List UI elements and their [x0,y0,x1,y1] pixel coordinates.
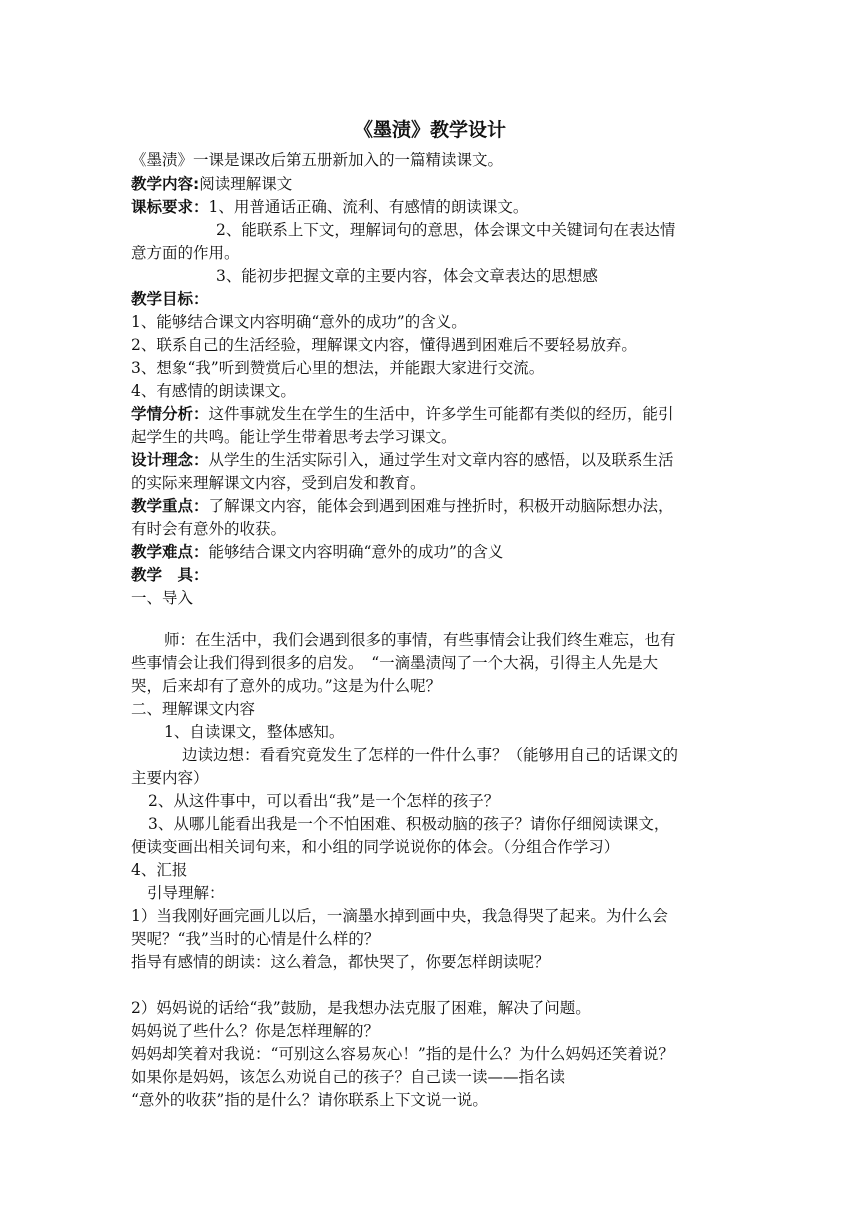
question-1-line-3: 指导有感情的朗读：这么着急，都快哭了，你要怎样朗读呢？ [131,953,550,971]
question-1-line-2: 哭呢？“我”当时的心情是什么样的？ [131,930,380,948]
question-2-line-5: “意外的收获”指的是什么？请你联系上下文说一说。 [131,1091,488,1109]
intro-para-line-3: 哭，后来却有了意外的成功。”这是为什么呢？ [131,677,442,695]
content-label: 教学内容: [131,175,200,193]
step-1-detail-line-1: 边读边想：看看究竟发生了怎样的一件什么事？（能够用自己的话课文的 [182,746,679,764]
standards-label: 课标要求： [131,198,209,216]
standard-2-line-1: 2、能联系上下文，理解词句的意思，体会课文中关键词句在表达情 [216,221,676,239]
standard-2-line-2: 意方面的作用。 [131,244,240,262]
goals-label: 教学目标： [131,290,209,308]
intro-para-line-1: 师：在生活中，我们会遇到很多的事情，有些事情会让我们终生难忘，也有 [164,631,676,649]
question-2-line-3: 妈妈却笑着对我说：“可别这么容易灰心！”指的是什么？为什么妈妈还笑着说？ [131,1045,674,1063]
guide-heading: 引导理解： [147,884,225,902]
tools-label: 教学 具： [131,566,209,584]
question-2-line-4: 如果你是妈妈，该怎么劝说自己的孩子？自己读一读——指名读 [131,1068,566,1086]
key-label: 教学重点： [131,497,209,515]
difficulty-text: 能够结合课文内容明确“意外的成功”的含义 [208,543,504,561]
goal-1: 1、能够结合课文内容明确“意外的成功”的含义。 [131,313,467,331]
goals-heading [131,289,209,309]
key-line-2: 有时会有意外的收获。 [131,520,287,538]
goal-4: 4、有感情的朗读课文。 [131,382,296,400]
intro-para-line-2: 些事情会让我们得到很多的启发。 “一滴墨渍闯了一个大祸，引得主人先是大 [131,654,659,672]
standards-line [131,197,528,217]
section-2-heading: 二、理解课文内容 [131,700,256,718]
analysis-line-2: 起学生的共鸣。能让学生带着思考去学习课文。 [131,428,457,446]
step-1-detail-line-2: 主要内容） [131,769,209,787]
question-2-line-1: 2）妈妈说的话给“我”鼓励，是我想办法克服了困难，解决了问题。 [131,999,591,1017]
step-3-line-1: 3、从哪儿能看出我是一个不怕困难、积极动脑的孩子？请你仔细阅读课文， [148,815,670,833]
concept-line-2: 的实际来理解课文内容，受到启发和教育。 [131,474,426,492]
step-4: 4、汇报 [131,861,188,879]
standard-1: 1、用普通话正确、流利、有感情的朗读课文。 [208,198,529,216]
section-1-heading: 一、导入 [131,589,194,607]
standard-3: 3、能初步把握文章的主要内容，体会文章表达的思想感 [216,267,598,285]
concept-label: 设计理念： [131,451,209,469]
question-2-line-2: 妈妈说了些什么？你是怎样理解的？ [131,1022,380,1040]
difficulty-line [131,542,503,562]
concept-line-1 [131,450,674,470]
analysis-label: 学情分析： [131,405,209,423]
concept-text-1: 从学生的生活实际引入，通过学生对文章内容的感悟，以及联系生活 [208,451,674,469]
step-1: 1、自读课文，整体感知。 [164,723,345,741]
content-text: 阅读理解课文 [199,175,293,193]
step-2: 2、从这件事中，可以看出“我”是一个怎样的孩子？ [148,792,500,810]
analysis-line-1 [131,404,674,424]
key-text-1: 了解课文内容，能体会到遇到困难与挫折时，积极开动脑际想办法， [208,497,674,515]
tools-line [131,565,209,585]
intro-line: 《墨渍》一课是课改后第五册新加入的一篇精读课文。 [131,151,504,169]
step-3-line-2: 便读变画出相关词句来，和小组的同学说说你的体会。（分组合作学习） [131,838,620,856]
goal-3: 3、想象“我”听到赞赏后心里的想法，并能跟大家进行交流。 [131,359,545,377]
document-title: 《墨渍》教学设计 [353,119,506,141]
question-1-line-1: 1）当我刚好画完画儿以后，一滴墨水掉到画中央，我急得哭了起来。为什么会 [131,907,668,925]
key-line-1 [131,496,674,516]
analysis-text-1: 这件事就发生在学生的生活中，许多学生可能都有类似的经历，能引 [208,405,674,423]
content-line [131,174,292,194]
difficulty-label: 教学难点： [131,543,209,561]
goal-2: 2、联系自己的生活经验，理解课文内容，懂得遇到困难后不要轻易放弃。 [131,336,637,354]
